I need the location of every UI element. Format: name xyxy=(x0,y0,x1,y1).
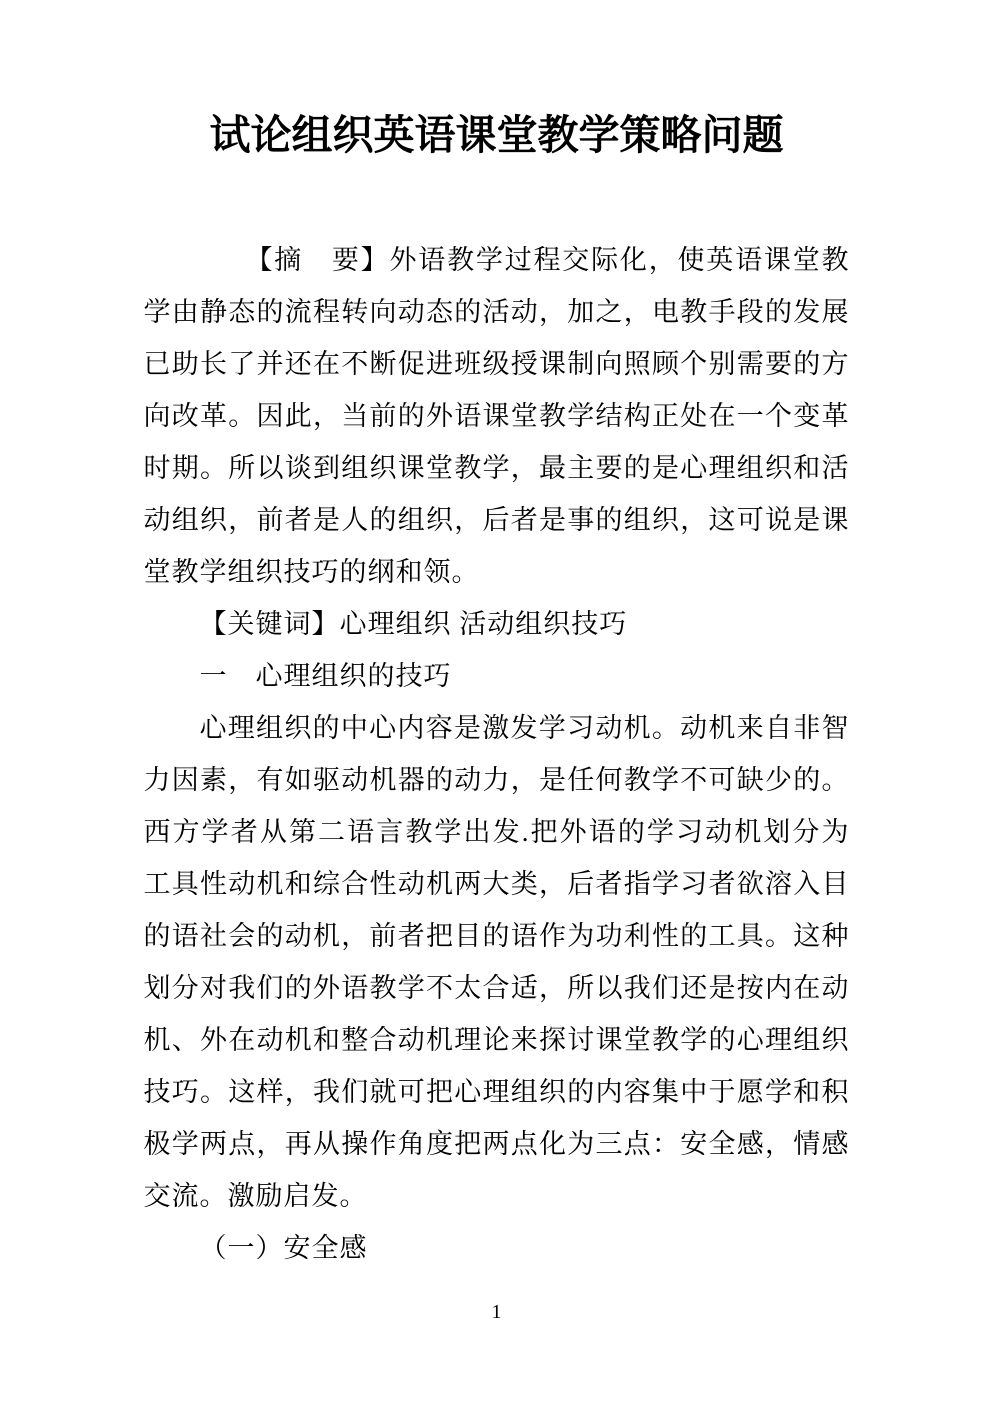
document-title: 试论组织英语课堂教学策略问题 xyxy=(209,112,784,158)
document-content xyxy=(144,0,850,1274)
paragraph-keywords: 【关键词】心理组织 活动组织技巧 xyxy=(199,609,628,639)
paragraph-abstract: 【摘 要】外语教学过程交际化，使英语课堂教学由静态的流程转向动态的活动，加之，电教手段的发展已助长了并还在不断促进班级授课制向照顾个别需要的方向改革。因此，当前的外语课堂教学结构正处在一个变革时期。所以谈到组织课堂教学，最主要的是心理组织和活动组织，前者是人的组织，后者是事的组织，这可说是课堂教学组织技巧的纲和领。 xyxy=(143,245,850,587)
document-body xyxy=(144,234,850,1274)
heading-section-1: 一 心理组织的技巧 xyxy=(199,661,452,691)
page-number: 1 xyxy=(491,1301,502,1323)
heading-subsection-1: （一）安全感 xyxy=(199,1233,368,1263)
paragraph-section-body: 心理组织的中心内容是激发学习动机。动机来自非智力因素，有如驱动机器的动力，是任何教学不可缺少的。西方学者从第二语言教学出发.把外语的学习动机划分为工具性动机和综合性动机两大类，后者指学习者欲溶入目的语社会的动机，前者把目的语作为功利性的工具。这种划分对我们的外语教学不太合适，所以我们还是按内在动机、外在动机和整合动机理论来探讨课堂教学的心理组织技巧。这样，我们就可把心理组织的内容集中于愿学和积极学两点，再从操作角度把两点化为三点：安全感，情感交流。激励启发。 xyxy=(143,713,850,1211)
